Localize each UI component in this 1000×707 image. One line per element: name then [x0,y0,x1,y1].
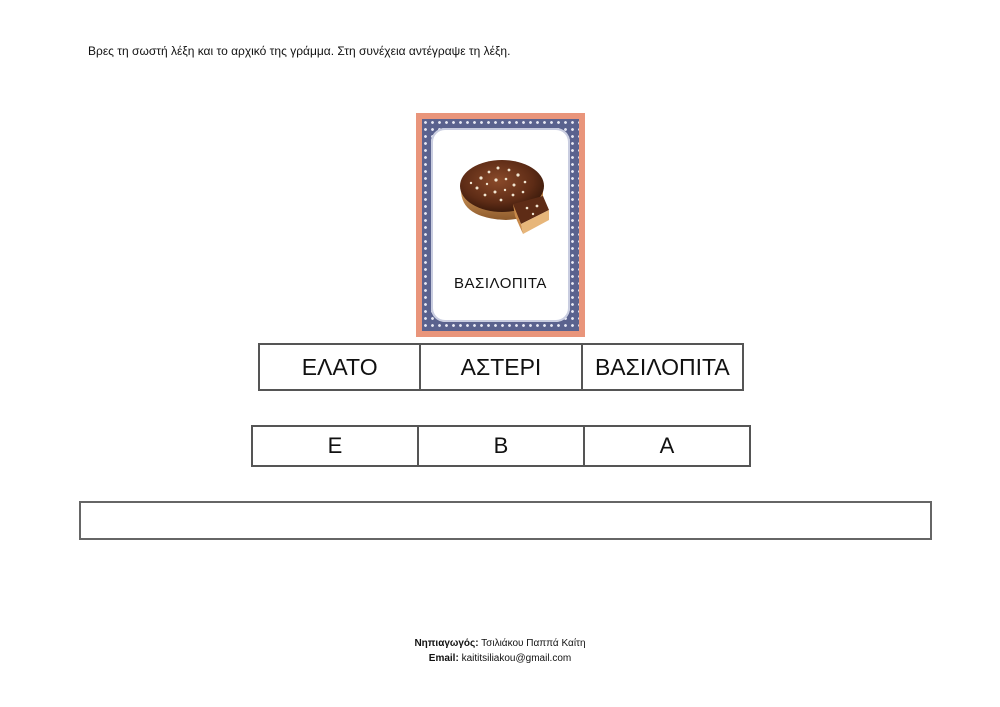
word-choices-row [258,343,744,391]
card-panel [431,128,570,322]
instruction-text: Βρες τη σωστή λέξη και το αρχικό της γράμμα. Στη συνέχεια αντέγραψε τη λέξη. [88,44,511,58]
email-label: Email: [428,653,459,664]
teacher-name: Τσιλιάκου Παππά Καίτη [481,638,586,649]
picture-card [416,113,585,337]
letter-choice-v[interactable]: Β [419,427,585,465]
email-line [0,651,1000,666]
answer-input[interactable] [79,501,932,540]
teacher-line [0,636,1000,651]
teacher-label: Νηπιαγωγός: [414,638,479,649]
footer [0,636,1000,666]
card-word-label: ΒΑΣΙΛΟΠΙΤΑ [454,275,547,292]
letter-choice-e[interactable]: Ε [253,427,419,465]
word-choice-vasilopita[interactable]: ΒΑΣΙΛΟΠΙΤΑ [594,353,730,380]
card-frame [422,119,579,331]
letter-choice-a[interactable]: Α [659,433,675,458]
email-value: kaititsiliakou@gmail.com [461,653,572,664]
vasilopita-cake-icon [451,148,561,238]
word-choice-elato[interactable]: ΕΛΑΤΟ [260,345,421,389]
word-choice-asteri[interactable]: ΑΣΤΕΡΙ [421,345,582,389]
letter-choices-row [251,425,751,467]
